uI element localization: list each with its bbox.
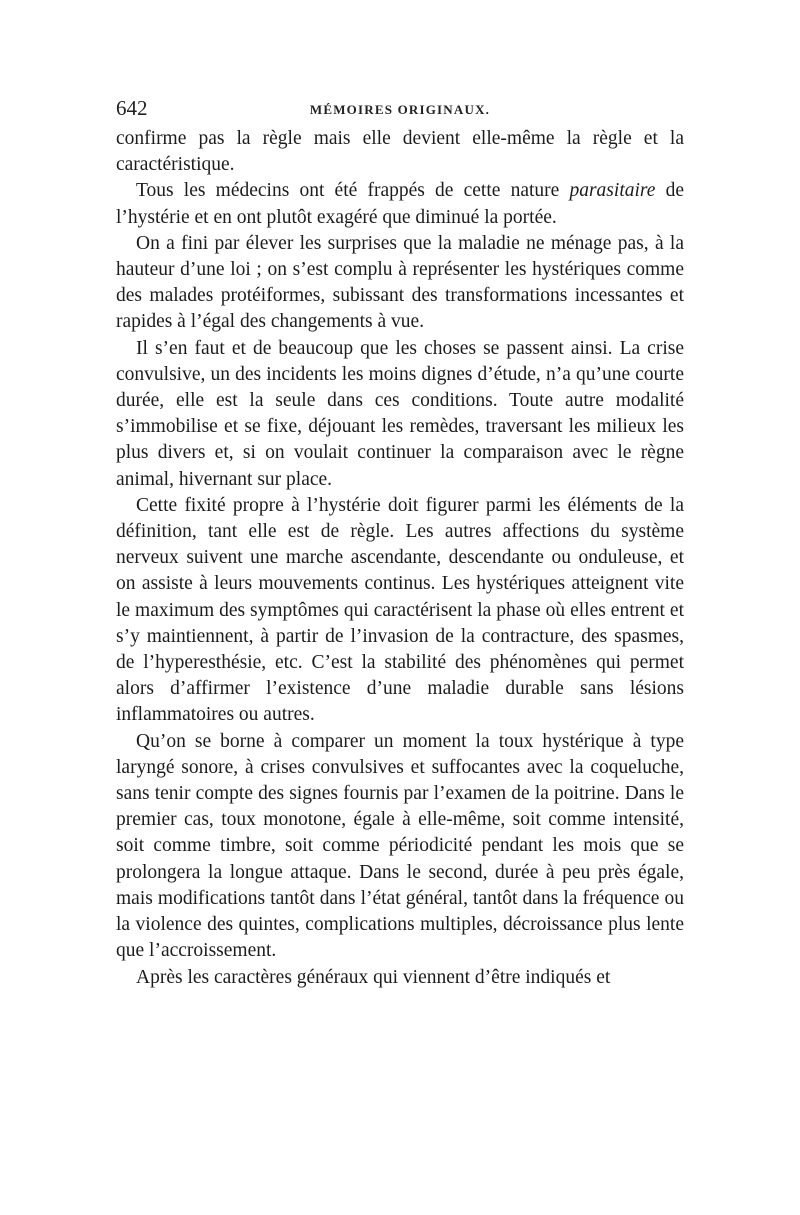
page-number: 642 [116,96,148,120]
paragraph-protean-patients: On a fini par élever les surprises que la maladie ne ménage pas, à la hauteur d’une loi ; on s’est complu à représenter les hystériques comme des malades protéiformes, subissant des transformations incessantes et rapides à l’égal des changements à vue. [116,232,684,333]
paragraph-text: de l’hystérie et en ont plutôt exagéré que diminué la portée. [116,180,685,228]
paragraph-convulsive-crisis: Il s’en faut et de beaucoup que les choses se passent ainsi. La crise convulsive, un des incidents les moins dignes d’étude, n’a qu’une courte durée, elle est la seule dans ces conditions. Toute autre modalité s’immobilise et se fixe, déjouant les remèdes, traversant les milieux les plus divers et, si on voulait continuer la comparaison avec le règne animal, hivernant sur place. [116,337,684,490]
paragraph-general-characters: Après les caractères généraux qui viennent d’être indiqués et [136,966,611,988]
paragraph-parasitic-nature [116,178,684,230]
running-head: MÉMOIRES ORIGINAUX. [309,102,491,117]
paragraph-continuation: confirme pas la règle mais elle devient elle-même la règle et la caractéristique. [116,128,684,176]
paragraph-fixity: Cette fixité propre à l’hystérie doit figurer parmi les éléments de la définition, tant elle est de règle. Les autres affections du système nerveux suivent une marche ascendante, descendante ou onduleuse, et on assiste à leurs mouvements continus. Les hystériques atteignent vite le maximum des symptômes qui caractérisent la phase où elles entrent et s’y maintiennent, à partir de l’invasion de la contracture, des spasmes, de l’hyperesthésie, etc. C’est la stabilité des phénomènes qui permet alors d’affirmer l’existence d’une maladie durable sans lésions inflammatoires ou autres. [116,494,684,726]
paragraph-text: Tous les médecins ont été frappés de cette nature [136,180,570,202]
paragraph-hysterical-cough: Qu’on se borne à comparer un moment la toux hystérique à type laryngé sonore, à crises convulsives et suffocantes avec la coqueluche, sans tenir compte des signes fournis par l’examen de la poitrine. Dans le premier cas, toux monotone, égale à elle-même, soit comme intensité, soit comme timbre, soit comme périodicité pendant les mois que se prolongera la longue attaque. Dans le second, durée à peu près égale, mais modifications tantôt dans l’état général, tantôt dans la fréquence ou la violence des quintes, complications multiples, décroissance plus lente que l’accroissement. [116,730,684,962]
emphasized-word: parasitaire [569,180,656,202]
page-header [116,96,684,126]
book-page [116,96,684,991]
body-text [116,126,684,991]
